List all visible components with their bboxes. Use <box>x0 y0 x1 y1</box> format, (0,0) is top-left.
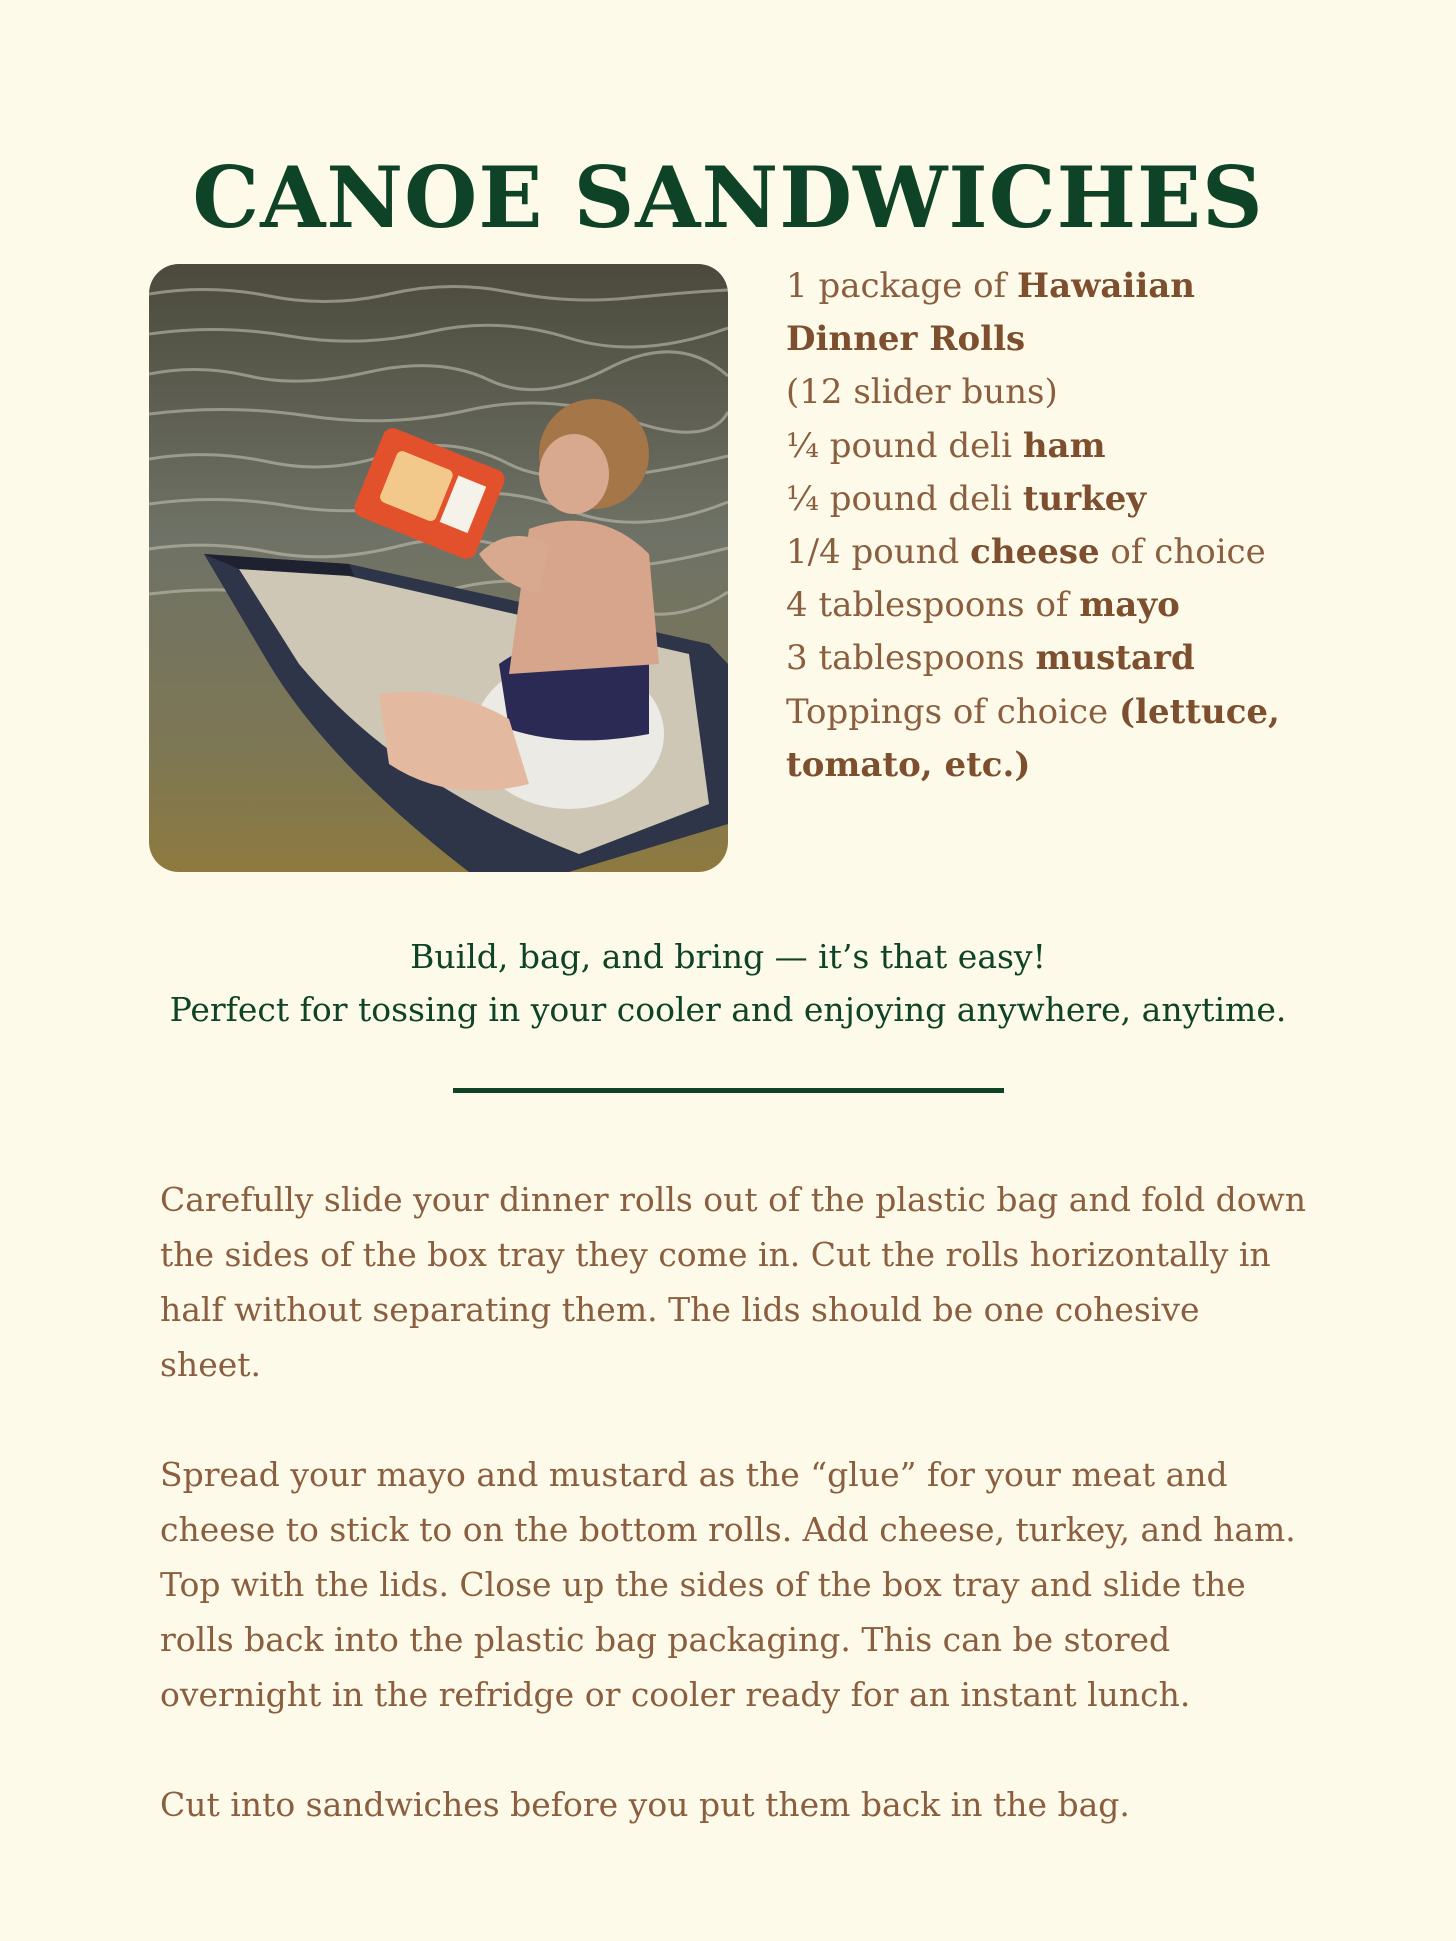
ingredient-list <box>786 260 1306 792</box>
ingredient-item: 4 tablespoons of mayo <box>786 585 1180 626</box>
tagline-line-2: Perfect for tossing in your cooler and enjoying anywhere, anytime. <box>169 990 1287 1029</box>
ingredient-item: Toppings of choice (lettuce, tomato, etc.) <box>786 691 1280 785</box>
divider <box>453 1088 1004 1093</box>
page-title: CANOE SANDWICHES <box>192 148 1264 248</box>
ingredient-item: ¼ pound deli turkey <box>786 478 1147 519</box>
ingredient-item: 1 package of Hawaiian Dinner Rolls <box>786 266 1195 360</box>
ingredient-item: ¼ pound deli ham <box>786 425 1106 466</box>
ingredient-item: 1/4 pound cheese of choice <box>786 532 1266 573</box>
canoe-photo <box>149 264 728 872</box>
instruction-paragraph: Cut into sandwiches before you put them back in the bag. <box>160 1785 1130 1824</box>
tagline-line-1: Build, bag, and bring — it’s that easy! <box>410 937 1046 976</box>
ingredient-item: (12 slider buns) <box>786 372 1058 413</box>
instruction-paragraph: Carefully slide your dinner rolls out of the plastic bag and fold down the sides of the box tray they come in. Cut the rolls horizontally in half without separating them. The lids should be one cohesive sheet. <box>160 1180 1307 1384</box>
tagline <box>0 930 1456 1036</box>
ingredient-item: 3 tablespoons mustard <box>786 638 1195 679</box>
photo-canoe-icon <box>149 264 728 872</box>
instructions <box>160 1172 1310 1887</box>
instruction-paragraph: Spread your mayo and mustard as the “glue” for your meat and cheese to stick to on the bottom rolls. Add cheese, turkey, and ham. Top with the lids. Close up the sides of the box tray and slide the rolls back into the plastic bag packaging. This can be stored overnight in the refridge or cooler ready for an instant lunch. <box>160 1455 1296 1714</box>
